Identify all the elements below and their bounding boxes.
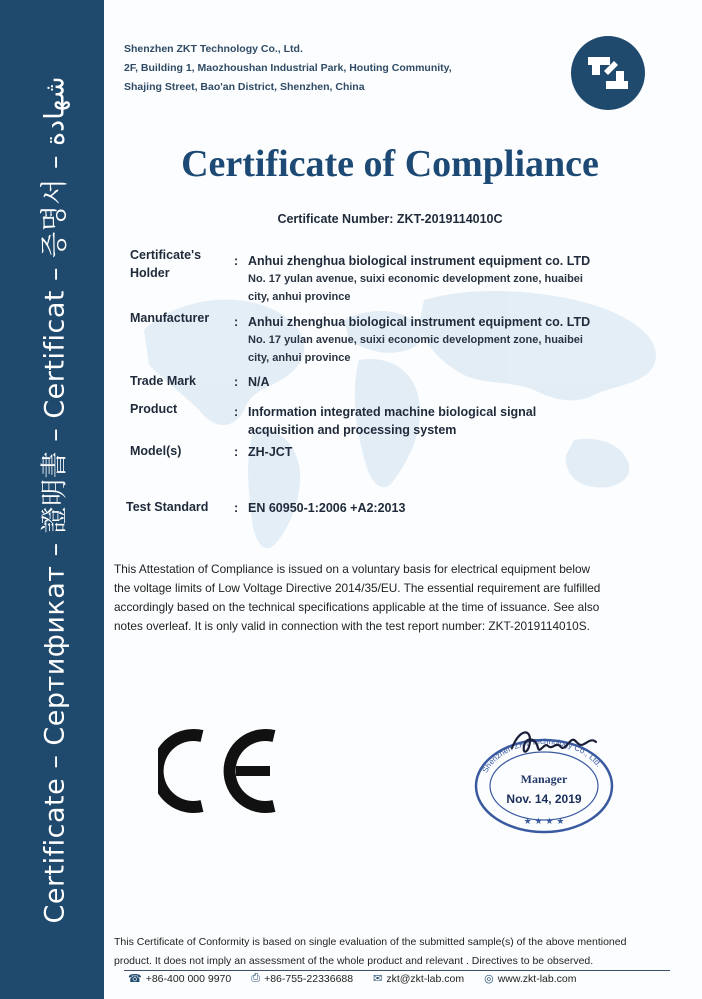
contact-bar <box>128 972 688 985</box>
manufacturer-name: Anhui zhenghua biological instrument equipment co. LTD <box>248 315 591 329</box>
email-address[interactable]: zkt@zkt-lab.com <box>386 972 465 985</box>
attestation-line-1: This Attestation of Compliance is issued on a voluntary basis for electrical equipment below <box>114 562 591 576</box>
issuer-address-line-1: 2F, Building 1, Maozhoushan Industrial Park, Houting Community, <box>124 62 452 74</box>
trade-mark-text: N/A <box>248 375 270 389</box>
test-standard-colon: : <box>234 501 239 515</box>
trade-mark-colon: : <box>234 375 239 389</box>
product-colon: : <box>234 405 239 419</box>
product-line-1: Information integrated machine biological signal <box>248 405 537 419</box>
contact-email[interactable] <box>373 972 464 985</box>
models-text: ZH-JCT <box>248 445 293 459</box>
footer-note <box>114 933 694 971</box>
zkt-logo-icon <box>570 35 646 111</box>
issuer-name: Shenzhen ZKT Technology Co., Ltd. <box>124 43 303 55</box>
footer-divider <box>124 970 670 971</box>
issuer-address-line-2: Shajing Street, Bao'an District, Shenzhen, China <box>124 81 365 93</box>
holder-label <box>130 246 230 282</box>
certificate-number: Certificate Number: ZKT-2019114010C <box>277 212 503 226</box>
manufacturer-label: Manufacturer <box>130 311 210 325</box>
footer-note-line-2: product. It does not imply an assessment of the whole product and relevant . Directives to be observed. <box>114 955 594 967</box>
attestation-line-2: the voltage limits of Low Voltage Directive 2014/35/EU. The essential requirement are fulfilled <box>114 581 601 595</box>
ce-mark-icon <box>158 728 288 814</box>
manufacturer-address-line-2: city, anhui province <box>248 352 351 364</box>
svg-text:★ ★ ★ ★: ★ ★ ★ ★ <box>523 817 565 827</box>
fax-icon: ⎙ <box>251 972 261 984</box>
attestation-line-3: accordingly based on the technical specifications applicable at the time of issuance. See also <box>114 600 600 614</box>
globe-icon: ◎ <box>484 973 494 985</box>
phone-number: +86-400 000 9970 <box>145 972 232 985</box>
contact-fax <box>251 972 353 985</box>
models-colon: : <box>234 445 239 459</box>
contact-phone <box>128 972 231 985</box>
manufacturer-colon: : <box>234 315 239 329</box>
certificate-sheet <box>104 0 702 999</box>
test-standard-value <box>248 499 688 517</box>
stamp-date: Nov. 14, 2019 <box>506 792 582 806</box>
contact-website[interactable] <box>484 972 576 985</box>
holder-address-line-1: No. 17 yulan avenue, suixi economic development zone, huaibei <box>248 273 583 285</box>
holder-value <box>248 252 688 306</box>
multilingual-certificate-banner: Certificate – Сертификат – 證明書 – Certificat – 증명서 – شهادة <box>39 76 71 924</box>
manufacturer-value <box>248 313 688 367</box>
issuer-block <box>124 40 544 97</box>
product-value <box>248 403 688 439</box>
holder-label-line-2: Holder <box>130 266 170 280</box>
product-label: Product <box>130 402 178 416</box>
test-standard-label: Test Standard <box>126 500 209 514</box>
trade-mark-value <box>248 373 688 391</box>
holder-label-line-1: Certificate's <box>130 248 202 262</box>
holder-colon: : <box>234 254 239 268</box>
side-banner <box>0 0 104 999</box>
stamp-title: Manager <box>520 772 568 786</box>
certificate-title: Certificate of Compliance <box>181 143 599 185</box>
models-label: Model(s) <box>130 444 182 458</box>
manufacturer-address-line-1: No. 17 yulan avenue, suixi economic development zone, huaibei <box>248 334 583 346</box>
holder-address-line-2: city, anhui province <box>248 291 351 303</box>
website-url[interactable]: www.zkt-lab.com <box>497 972 577 985</box>
trade-mark-label: Trade Mark <box>130 374 197 388</box>
product-line-2: acquisition and processing system <box>248 423 457 437</box>
fax-number: +86-755-22336688 <box>264 972 354 985</box>
phone-icon: ☎ <box>128 973 142 985</box>
test-standard-text: EN 60950-1:2006 +A2:2013 <box>248 501 406 515</box>
email-icon: ✉ <box>373 973 383 985</box>
attestation-paragraph <box>114 560 694 636</box>
attestation-line-4: notes overleaf. It is only valid in connection with the test report number: ZKT-2019114010S. <box>114 619 590 633</box>
svg-text:Shenzhen ZKT Technology Co., L: Shenzhen ZKT Technology Co., Ltd. <box>480 736 604 775</box>
holder-name: Anhui zhenghua biological instrument equipment co. LTD <box>248 254 591 268</box>
footer-note-line-1: This Certificate of Conformity is based on single evaluation of the submitted sample(s) of the above mentioned <box>114 936 627 948</box>
official-stamp <box>464 718 624 838</box>
models-value <box>248 443 688 461</box>
